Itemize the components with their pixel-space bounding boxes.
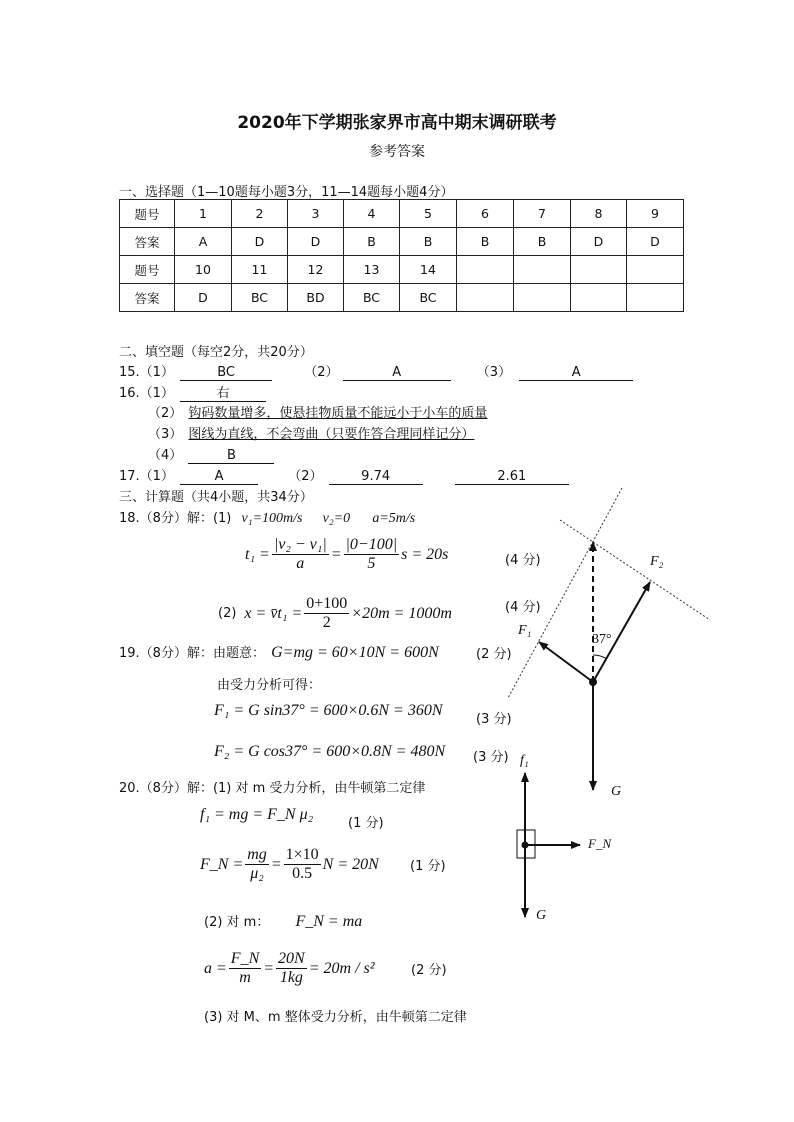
q17-answer-1: A [180, 469, 258, 485]
q18-eq2-rhs: ×20m = 1000m [351, 604, 452, 622]
q20-eq-3: F_N = ma [295, 913, 363, 930]
q18-eq2-num: 0+100 [306, 595, 348, 612]
q16-label: 16.（1） [119, 386, 174, 401]
q19-points-3: (3 分) [473, 750, 509, 765]
q18-lead: 18.（8分）解：(1) [119, 511, 232, 526]
q15-answer-1: BC [180, 365, 272, 381]
q16-answer-2: 钩码数量增多，使悬挂物质量不能远小于小车的质量 [188, 406, 488, 421]
q16-answer-1: 右 [180, 386, 266, 402]
q20-eq2-f2-den: 0.5 [292, 865, 313, 882]
q19-points-2: (3 分) [476, 712, 512, 727]
q20-eq2-f1-den: μ₂ [250, 865, 264, 882]
answer-table-cell: B [514, 228, 571, 256]
q20-points-1: (1 分) [348, 816, 384, 831]
answer-table-cell: 12 [288, 256, 344, 284]
q18-v1: v₁=100m/s [241, 511, 303, 526]
answer-table-cell: B [457, 228, 514, 256]
q15-label: 15.（1） [119, 365, 174, 380]
answer-table-cell: B [344, 228, 400, 256]
answer-table-cell: 4 [344, 200, 400, 228]
q18-eq1-rhs: s = 20s [401, 545, 449, 563]
answer-table-cell: BC [344, 284, 400, 312]
q18-eq1-lhs: t₁ = [245, 545, 270, 563]
q19-lead: 19.（8分）解：由题意： [119, 646, 265, 661]
q20-eq2-f2-num: 1×10 [285, 846, 319, 863]
g-label-2: G [536, 908, 547, 923]
block-center [522, 842, 529, 849]
q18-eq1-equals: = [330, 545, 342, 563]
angle-label: 37° [592, 632, 612, 647]
q15-label-3: （3） [476, 365, 512, 380]
page-title: 2020年下学期张家界市高中期末调研联考 [237, 113, 557, 133]
q19-points-1: (2 分) [476, 647, 512, 662]
q20-eq4-f2-den: 1kg [279, 969, 303, 986]
q20-eq4-f1-den: m [239, 969, 251, 986]
q18-part2-label: (2) [218, 606, 237, 621]
f1-label-2: f₁ [520, 753, 529, 768]
answer-table-row-header: 答案 [120, 284, 175, 312]
q20-eq4-f2-num: 20N [278, 950, 305, 967]
answer-table-cell: BC [400, 284, 457, 312]
answer-table-cell: 2 [232, 200, 288, 228]
answer-table-cell: 13 [344, 256, 400, 284]
fn-label: F_N [588, 836, 612, 851]
q20-eq2-f1-num: mg [247, 846, 267, 863]
answer-table-cell: 9 [627, 200, 684, 228]
g-label-1: G [611, 784, 622, 799]
q18-points-1: (4 分) [505, 553, 541, 568]
q20-eq4-lhs: a = [204, 959, 227, 977]
q17-answer-2: 9.74 [329, 469, 423, 485]
answer-table-cell: D [627, 228, 684, 256]
q20-eq4-rhs: = 20m / s² [308, 959, 375, 977]
q18-points-2: (4 分) [505, 600, 541, 615]
q16-answer-3: 图线为直线，不会弯曲（只要作答合理同样记分） [188, 427, 475, 442]
answer-table-cell: 11 [232, 256, 288, 284]
q18-eq1-f2-den: 5 [367, 555, 376, 572]
answer-table-cell: 5 [400, 200, 457, 228]
answer-table-cell: 1 [175, 200, 232, 228]
q17-label-2: （2） [288, 469, 323, 484]
q15-answer-2: A [343, 365, 451, 381]
answer-table-cell: D [232, 228, 288, 256]
q16-label-2: （2） [148, 406, 183, 421]
q20-part3: (3) 对 M、m 整体受力分析，由牛顿第二定律 [204, 1010, 467, 1025]
q20-eq4-f1-num: F_N [230, 950, 260, 967]
answer-table-cell: D [571, 228, 627, 256]
q18-eq1-f1-den: a [296, 555, 305, 572]
f1-label: F₁ [518, 623, 532, 638]
answer-table-cell: BD [288, 284, 344, 312]
q19-eq-3: F₂ = G cos37° = 600×0.8N = 480N [214, 743, 446, 760]
q18-eq1-f1-num: |v₂ − v₁| [273, 536, 327, 553]
q20-eq2-rhs: N = 20N [322, 855, 379, 873]
q18-acc: a=5m/s [372, 511, 416, 526]
answer-table-cell: 7 [514, 200, 571, 228]
section2-heading: 二、填空题（每空2分，共20分） [119, 345, 313, 360]
q20-points-4: (2 分) [411, 963, 447, 978]
answer-table-row-header: 题号 [120, 200, 175, 228]
answer-table-cell: 3 [288, 200, 344, 228]
q20-eq2-equals: = [270, 855, 282, 873]
q17-label: 17.（1） [119, 469, 174, 484]
page-subtitle: 参考答案 [369, 144, 425, 160]
answer-table-row-header: 题号 [120, 256, 175, 284]
answer-table-cell: 6 [457, 200, 514, 228]
q20-part2-label: (2) 对 m： [204, 915, 270, 930]
q19-eq-2: F₁ = G sin37° = 600×0.6N = 360N [214, 702, 443, 719]
q18-eq1-f2-num: |0−100| [345, 536, 398, 553]
section1-heading: 一、选择题（1—10题每小题3分，11—14题每小题4分） [119, 185, 454, 200]
q15-answer-3: A [519, 365, 633, 381]
q20-eq2-lhs: F_N = [200, 855, 244, 873]
section3-heading: 三、计算题（共4小题，共34分） [119, 490, 313, 505]
q20-points-2: (1 分) [410, 859, 446, 874]
answer-table-cell: 10 [175, 256, 232, 284]
answer-table-row-header: 答案 [120, 228, 175, 256]
q16-answer-4: B [188, 448, 274, 464]
q20-eq4-equals: = [263, 959, 275, 977]
q15-label-2: （2） [304, 365, 339, 380]
answer-table-cell: D [175, 284, 232, 312]
f2-label: F₂ [650, 554, 664, 569]
q16-label-4: （4） [148, 448, 183, 463]
answer-table-cell: 14 [400, 256, 457, 284]
answer-table-cell: B [400, 228, 457, 256]
q17-answer-3: 2.61 [455, 469, 569, 485]
q16-label-3: （3） [148, 427, 183, 442]
answer-table-cell: BC [232, 284, 288, 312]
q19-line-2: 由受力分析可得： [217, 678, 322, 693]
answer-table-cell: A [175, 228, 232, 256]
q18-eq2-den: 2 [322, 614, 331, 631]
q18-v2: v₂=0 [322, 511, 351, 526]
q18-eq2-lhs: x = v̄t₁ = [244, 604, 303, 622]
answer-table-cell: D [288, 228, 344, 256]
q20-lead: 20.（8分）解：(1) 对 m 受力分析，由牛顿第二定律 [119, 781, 426, 796]
q19-eq-1: G=mg = 60×10N = 600N [271, 644, 439, 661]
answer-table-cell: 8 [571, 200, 627, 228]
q20-eq-1: f₁ = mg = F_N μ₂ [200, 806, 314, 823]
